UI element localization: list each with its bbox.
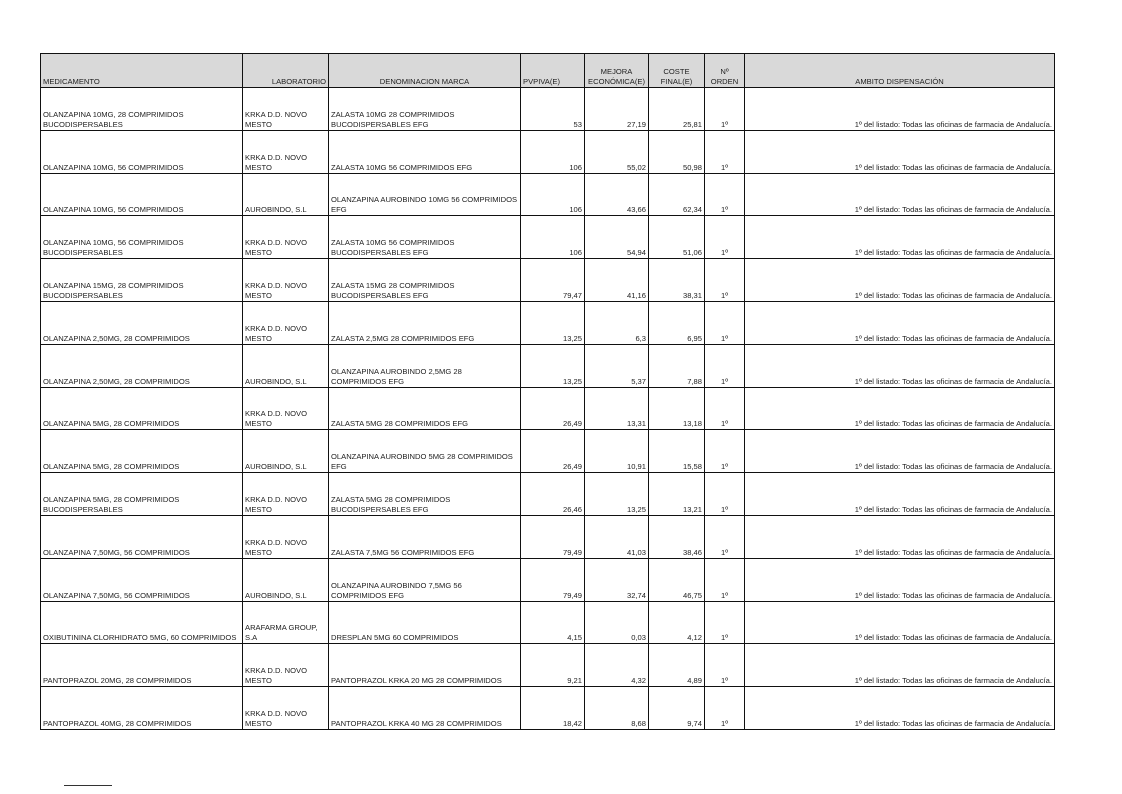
cell-denominacion-marca	[329, 601, 521, 644]
cell-ambito-dispensacion	[745, 130, 1055, 173]
cell-mejora-economica	[585, 644, 649, 687]
cell-denominacion-marca	[329, 515, 521, 558]
cell-pvpiva-text: 79,47	[562, 290, 582, 300]
table-row	[41, 259, 1055, 302]
cell-mejora-economica	[585, 216, 649, 259]
cell-pvpiva	[521, 216, 585, 259]
cell-coste-final	[649, 387, 705, 430]
cell-pvpiva-text: 18,42	[562, 718, 582, 728]
cell-laboratorio-text: KRKA D.D. NOVO MESTO	[245, 494, 308, 514]
cell-laboratorio-text: KRKA D.D. NOVO MESTO	[245, 409, 308, 429]
cell-mejora-economica	[585, 430, 649, 473]
cell-coste-final-text: 9,74	[687, 718, 702, 728]
cell-laboratorio	[243, 216, 329, 259]
cell-mejora-economica-text: 13,31	[626, 419, 646, 429]
cell-medicamento	[41, 601, 243, 644]
cell-ambito-dispensacion-text: 1º del listado: Todas las oficinas de farmacia de Andalucía.	[854, 504, 1052, 514]
table-row	[41, 216, 1055, 259]
header-ambito-dispensacion: AMBITO DISPENSACIÓN	[745, 54, 1055, 88]
cell-numero-orden	[705, 216, 745, 259]
cell-denominacion-marca-text: ZALASTA 5MG 28 COMPRIMIDOS BUCODISPERSABLES EFG	[331, 494, 451, 514]
cell-ambito-dispensacion-text: 1º del listado: Todas las oficinas de farmacia de Andalucía.	[854, 462, 1052, 472]
cell-coste-final-text: 25,81	[682, 119, 702, 129]
cell-laboratorio-text: AUROBINDO, S.L	[245, 205, 307, 215]
cell-mejora-economica-text: 55,02	[626, 162, 646, 172]
cell-ambito-dispensacion	[745, 88, 1055, 131]
cell-denominacion-marca	[329, 130, 521, 173]
cell-ambito-dispensacion-text: 1º del listado: Todas las oficinas de farmacia de Andalucía.	[854, 333, 1052, 343]
medicine-price-table	[40, 53, 1055, 730]
cell-medicamento-text: OLANZAPINA 10MG, 28 COMPRIMIDOS BUCODISPERSABLES	[43, 109, 184, 129]
cell-laboratorio-text: KRKA D.D. NOVO MESTO	[245, 323, 308, 343]
cell-denominacion-marca-text: ZALASTA 10MG 56 COMPRIMIDOS EFG	[331, 162, 473, 172]
cell-numero-orden	[705, 430, 745, 473]
table-row	[41, 601, 1055, 644]
cell-mejora-economica-text: 6,3	[635, 333, 646, 343]
cell-mejora-economica-text: 4,32	[631, 676, 646, 686]
header-denominacion-marca: DENOMINACION MARCA	[329, 54, 521, 88]
table-row	[41, 387, 1055, 430]
cell-coste-final-text: 51,06	[682, 248, 702, 258]
cell-numero-orden	[705, 558, 745, 601]
header-mejora-economica: MEJORA ECONÓMICA(E)	[585, 54, 649, 88]
cell-coste-final	[649, 344, 705, 387]
cell-numero-orden-text: 1º	[721, 547, 728, 557]
cell-denominacion-marca	[329, 558, 521, 601]
cell-ambito-dispensacion-text: 1º del listado: Todas las oficinas de farmacia de Andalucía.	[854, 718, 1052, 728]
cell-pvpiva	[521, 344, 585, 387]
table-row	[41, 130, 1055, 173]
cell-numero-orden-text: 1º	[721, 290, 728, 300]
cell-medicamento	[41, 173, 243, 216]
cell-numero-orden	[705, 601, 745, 644]
cell-numero-orden-text: 1º	[721, 718, 728, 728]
cell-denominacion-marca	[329, 473, 521, 516]
cell-medicamento-text: OLANZAPINA 5MG, 28 COMPRIMIDOS	[43, 419, 180, 429]
cell-mejora-economica	[585, 88, 649, 131]
cell-medicamento	[41, 216, 243, 259]
cell-ambito-dispensacion	[745, 601, 1055, 644]
cell-coste-final-text: 15,58	[682, 462, 702, 472]
cell-ambito-dispensacion	[745, 344, 1055, 387]
cell-ambito-dispensacion	[745, 515, 1055, 558]
table-row	[41, 473, 1055, 516]
cell-coste-final	[649, 644, 705, 687]
cell-laboratorio-text: KRKA D.D. NOVO MESTO	[245, 666, 308, 686]
cell-mejora-economica	[585, 173, 649, 216]
cell-coste-final	[649, 173, 705, 216]
cell-pvpiva	[521, 558, 585, 601]
cell-mejora-economica	[585, 515, 649, 558]
cell-pvpiva	[521, 430, 585, 473]
table-row	[41, 344, 1055, 387]
header-medicamento: MEDICAMENTO	[41, 54, 243, 88]
cell-pvpiva-text: 26,49	[562, 419, 582, 429]
cell-mejora-economica-text: 8,68	[631, 718, 646, 728]
cell-coste-final	[649, 301, 705, 344]
cell-laboratorio	[243, 387, 329, 430]
cell-denominacion-marca	[329, 344, 521, 387]
cell-mejora-economica-text: 43,66	[626, 205, 646, 215]
cell-numero-orden	[705, 687, 745, 730]
cell-mejora-economica	[585, 558, 649, 601]
cell-coste-final	[649, 515, 705, 558]
cell-medicamento	[41, 687, 243, 730]
cell-laboratorio-text: ARAFARMA GROUP, S.A	[245, 623, 318, 643]
cell-laboratorio-text: KRKA D.D. NOVO MESTO	[245, 280, 308, 300]
cell-laboratorio	[243, 644, 329, 687]
cell-medicamento	[41, 644, 243, 687]
cell-numero-orden	[705, 387, 745, 430]
cell-mejora-economica-text: 10,91	[626, 462, 646, 472]
cell-denominacion-marca-text: ZALASTA 5MG 28 COMPRIMIDOS EFG	[331, 419, 468, 429]
table-row	[41, 687, 1055, 730]
cell-mejora-economica	[585, 601, 649, 644]
cell-denominacion-marca	[329, 387, 521, 430]
cell-laboratorio	[243, 344, 329, 387]
cell-laboratorio-text: AUROBINDO, S.L	[245, 376, 307, 386]
cell-coste-final-text: 38,31	[682, 290, 702, 300]
cell-denominacion-marca-text: OLANZAPINA AUROBINDO 5MG 28 COMPRIMIDOS EFG	[331, 452, 513, 472]
cell-mejora-economica	[585, 301, 649, 344]
cell-ambito-dispensacion-text: 1º del listado: Todas las oficinas de farmacia de Andalucía.	[854, 590, 1052, 600]
cell-mejora-economica-text: 54,94	[626, 248, 646, 258]
cell-pvpiva-text: 79,49	[562, 547, 582, 557]
cell-mejora-economica	[585, 259, 649, 302]
cell-laboratorio-text: AUROBINDO, S.L	[245, 590, 307, 600]
cell-coste-final	[649, 430, 705, 473]
cell-denominacion-marca-text: ZALASTA 15MG 28 COMPRIMIDOS BUCODISPERSABLES EFG	[331, 280, 455, 300]
cell-numero-orden	[705, 473, 745, 516]
cell-laboratorio-text: KRKA D.D. NOVO MESTO	[245, 708, 308, 728]
cell-medicamento-text: PANTOPRAZOL 40MG, 28 COMPRIMIDOS	[43, 718, 192, 728]
cell-denominacion-marca-text: PANTOPRAZOL KRKA 20 MG 28 COMPRIMIDOS	[331, 676, 502, 686]
cell-numero-orden	[705, 130, 745, 173]
cell-mejora-economica-text: 32,74	[626, 590, 646, 600]
cell-laboratorio	[243, 430, 329, 473]
cell-numero-orden	[705, 344, 745, 387]
cell-medicamento-text: PANTOPRAZOL 20MG, 28 COMPRIMIDOS	[43, 676, 192, 686]
cell-medicamento	[41, 301, 243, 344]
cell-medicamento-text: OLANZAPINA 2,50MG, 28 COMPRIMIDOS	[43, 333, 190, 343]
cell-numero-orden	[705, 173, 745, 216]
cell-medicamento-text: OLANZAPINA 10MG, 56 COMPRIMIDOS	[43, 162, 184, 172]
cell-numero-orden-text: 1º	[721, 676, 728, 686]
cell-medicamento-text: OXIBUTININA CLORHIDRATO 5MG, 60 COMPRIMIDOS	[43, 633, 237, 643]
cell-pvpiva	[521, 88, 585, 131]
cell-pvpiva-text: 13,25	[562, 376, 582, 386]
cell-mejora-economica-text: 41,16	[626, 290, 646, 300]
header-laboratorio: LABORATORIO	[243, 54, 329, 88]
cell-medicamento	[41, 430, 243, 473]
cell-ambito-dispensacion-text: 1º del listado: Todas las oficinas de farmacia de Andalucía.	[854, 248, 1052, 258]
cell-pvpiva-text: 13,25	[562, 333, 582, 343]
cell-denominacion-marca	[329, 216, 521, 259]
cell-denominacion-marca	[329, 301, 521, 344]
cell-ambito-dispensacion	[745, 216, 1055, 259]
cell-pvpiva	[521, 173, 585, 216]
cell-denominacion-marca	[329, 173, 521, 216]
cell-coste-final-text: 4,89	[687, 676, 702, 686]
cell-denominacion-marca	[329, 430, 521, 473]
cell-laboratorio	[243, 173, 329, 216]
cell-pvpiva-text: 79,49	[562, 590, 582, 600]
cell-numero-orden	[705, 515, 745, 558]
cell-coste-final-text: 46,75	[682, 590, 702, 600]
cell-coste-final-text: 6,95	[687, 333, 702, 343]
cell-denominacion-marca-text: ZALASTA 7,5MG 56 COMPRIMIDOS EFG	[331, 547, 475, 557]
cell-ambito-dispensacion-text: 1º del listado: Todas las oficinas de farmacia de Andalucía.	[854, 419, 1052, 429]
cell-coste-final	[649, 130, 705, 173]
cell-medicamento	[41, 344, 243, 387]
cell-pvpiva	[521, 259, 585, 302]
cell-numero-orden-text: 1º	[721, 248, 728, 258]
cell-denominacion-marca	[329, 259, 521, 302]
cell-coste-final	[649, 601, 705, 644]
cell-ambito-dispensacion-text: 1º del listado: Todas las oficinas de farmacia de Andalucía.	[854, 676, 1052, 686]
cell-coste-final-text: 4,12	[687, 633, 702, 643]
cell-coste-final	[649, 88, 705, 131]
cell-pvpiva	[521, 644, 585, 687]
cell-coste-final	[649, 259, 705, 302]
cell-medicamento-text: OLANZAPINA 2,50MG, 28 COMPRIMIDOS	[43, 376, 190, 386]
cell-coste-final-text: 7,88	[687, 376, 702, 386]
cell-denominacion-marca-text: DRESPLAN 5MG 60 COMPRIMIDOS	[331, 633, 459, 643]
cell-pvpiva-text: 53	[573, 119, 582, 129]
cell-laboratorio	[243, 687, 329, 730]
cell-numero-orden-text: 1º	[721, 633, 728, 643]
cell-ambito-dispensacion	[745, 173, 1055, 216]
cell-medicamento-text: OLANZAPINA 5MG, 28 COMPRIMIDOS	[43, 462, 180, 472]
cell-numero-orden-text: 1º	[721, 119, 728, 129]
cell-laboratorio	[243, 601, 329, 644]
cell-numero-orden-text: 1º	[721, 162, 728, 172]
table-row	[41, 173, 1055, 216]
cell-mejora-economica	[585, 473, 649, 516]
cell-ambito-dispensacion-text: 1º del listado: Todas las oficinas de farmacia de Andalucía.	[854, 205, 1052, 215]
cell-coste-final-text: 13,21	[682, 504, 702, 514]
cell-laboratorio-text: KRKA D.D. NOVO MESTO	[245, 109, 308, 129]
cell-numero-orden-text: 1º	[721, 333, 728, 343]
cell-ambito-dispensacion-text: 1º del listado: Todas las oficinas de farmacia de Andalucía.	[854, 547, 1052, 557]
cell-numero-orden-text: 1º	[721, 205, 728, 215]
cell-ambito-dispensacion	[745, 387, 1055, 430]
cell-ambito-dispensacion-text: 1º del listado: Todas las oficinas de farmacia de Andalucía.	[854, 162, 1052, 172]
cell-medicamento	[41, 387, 243, 430]
cell-pvpiva	[521, 687, 585, 730]
cell-denominacion-marca-text: OLANZAPINA AUROBINDO 10MG 56 COMPRIMIDOS EFG	[331, 195, 518, 215]
cell-denominacion-marca-text: ZALASTA 2,5MG 28 COMPRIMIDOS EFG	[331, 333, 475, 343]
cell-ambito-dispensacion	[745, 644, 1055, 687]
cell-laboratorio-text: AUROBINDO, S.L	[245, 462, 307, 472]
cell-pvpiva-text: 106	[569, 248, 582, 258]
cell-laboratorio	[243, 515, 329, 558]
cell-laboratorio	[243, 473, 329, 516]
cell-denominacion-marca	[329, 687, 521, 730]
cell-coste-final-text: 38,46	[682, 547, 702, 557]
cell-denominacion-marca-text: ZALASTA 10MG 56 COMPRIMIDOS BUCODISPERSABLES EFG	[331, 238, 455, 258]
cell-pvpiva	[521, 130, 585, 173]
cell-denominacion-marca-text: OLANZAPINA AUROBINDO 7,5MG 56 COMPRIMIDOS EFG	[331, 580, 462, 600]
cell-medicamento	[41, 558, 243, 601]
cell-medicamento-text: OLANZAPINA 15MG, 28 COMPRIMIDOS BUCODISPERSABLES	[43, 280, 184, 300]
cell-denominacion-marca-text: ZALASTA 10MG 28 COMPRIMIDOS BUCODISPERSABLES EFG	[331, 109, 455, 129]
cell-medicamento	[41, 88, 243, 131]
cell-pvpiva	[521, 473, 585, 516]
cell-pvpiva-text: 106	[569, 162, 582, 172]
header-coste-final: COSTE FINAL(E)	[649, 54, 705, 88]
cell-ambito-dispensacion	[745, 473, 1055, 516]
cell-numero-orden	[705, 301, 745, 344]
cell-mejora-economica	[585, 344, 649, 387]
cell-coste-final	[649, 687, 705, 730]
cell-numero-orden	[705, 259, 745, 302]
cell-medicamento-text: OLANZAPINA 10MG, 56 COMPRIMIDOS	[43, 205, 184, 215]
cell-denominacion-marca	[329, 644, 521, 687]
cell-ambito-dispensacion	[745, 687, 1055, 730]
cell-pvpiva-text: 26,49	[562, 462, 582, 472]
cell-medicamento-text: OLANZAPINA 10MG, 56 COMPRIMIDOS BUCODISPERSABLES	[43, 238, 184, 258]
cell-ambito-dispensacion-text: 1º del listado: Todas las oficinas de farmacia de Andalucía.	[854, 119, 1052, 129]
cell-laboratorio	[243, 130, 329, 173]
cell-mejora-economica-text: 13,25	[626, 504, 646, 514]
cell-mejora-economica-text: 0,03	[631, 633, 646, 643]
cell-laboratorio	[243, 301, 329, 344]
cell-pvpiva-text: 26,46	[562, 504, 582, 514]
cell-medicamento-text: OLANZAPINA 7,50MG, 56 COMPRIMIDOS	[43, 590, 190, 600]
cell-medicamento-text: OLANZAPINA 5MG, 28 COMPRIMIDOS BUCODISPERSABLES	[43, 494, 180, 514]
cell-mejora-economica-text: 5,37	[631, 376, 646, 386]
cell-mejora-economica	[585, 130, 649, 173]
cell-coste-final-text: 13,18	[682, 419, 702, 429]
cell-numero-orden-text: 1º	[721, 462, 728, 472]
cell-ambito-dispensacion	[745, 430, 1055, 473]
cell-denominacion-marca-text: PANTOPRAZOL KRKA 40 MG 28 COMPRIMIDOS	[331, 718, 502, 728]
cell-pvpiva	[521, 301, 585, 344]
cell-numero-orden-text: 1º	[721, 419, 728, 429]
cell-coste-final-text: 62,34	[682, 205, 702, 215]
cell-laboratorio-text: KRKA D.D. NOVO MESTO	[245, 537, 308, 557]
cell-coste-final-text: 50,98	[682, 162, 702, 172]
cell-medicamento	[41, 130, 243, 173]
cell-numero-orden-text: 1º	[721, 504, 728, 514]
cell-denominacion-marca	[329, 88, 521, 131]
table-row	[41, 430, 1055, 473]
cell-mejora-economica-text: 27,19	[626, 119, 646, 129]
header-row	[41, 54, 1055, 88]
cell-coste-final	[649, 558, 705, 601]
cell-medicamento-text: OLANZAPINA 7,50MG, 56 COMPRIMIDOS	[43, 547, 190, 557]
cell-mejora-economica	[585, 687, 649, 730]
cell-ambito-dispensacion-text: 1º del listado: Todas las oficinas de farmacia de Andalucía.	[854, 633, 1052, 643]
cell-laboratorio-text: KRKA D.D. NOVO MESTO	[245, 152, 308, 172]
cell-pvpiva	[521, 515, 585, 558]
cell-mejora-economica	[585, 387, 649, 430]
cell-numero-orden	[705, 88, 745, 131]
header-numero-orden: Nº ORDEN	[705, 54, 745, 88]
cell-numero-orden-text: 1º	[721, 590, 728, 600]
cell-coste-final	[649, 216, 705, 259]
table-row	[41, 301, 1055, 344]
cell-laboratorio	[243, 558, 329, 601]
cell-ambito-dispensacion	[745, 259, 1055, 302]
cell-pvpiva-text: 106	[569, 205, 582, 215]
footnote-rule	[64, 785, 112, 786]
cell-medicamento	[41, 259, 243, 302]
cell-ambito-dispensacion	[745, 301, 1055, 344]
table-row	[41, 88, 1055, 131]
table-row	[41, 515, 1055, 558]
cell-pvpiva	[521, 387, 585, 430]
cell-ambito-dispensacion	[745, 558, 1055, 601]
cell-pvpiva-text: 4,15	[567, 633, 582, 643]
cell-medicamento	[41, 515, 243, 558]
cell-pvpiva-text: 9,21	[567, 676, 582, 686]
cell-laboratorio	[243, 259, 329, 302]
cell-denominacion-marca-text: OLANZAPINA AUROBINDO 2,5MG 28 COMPRIMIDOS EFG	[331, 366, 462, 386]
cell-pvpiva	[521, 601, 585, 644]
header-pvpiva: PVPIVA(E)	[521, 54, 585, 88]
cell-laboratorio-text: KRKA D.D. NOVO MESTO	[245, 238, 308, 258]
table-row	[41, 644, 1055, 687]
cell-numero-orden	[705, 644, 745, 687]
cell-medicamento	[41, 473, 243, 516]
cell-numero-orden-text: 1º	[721, 376, 728, 386]
cell-ambito-dispensacion-text: 1º del listado: Todas las oficinas de farmacia de Andalucía.	[854, 376, 1052, 386]
cell-ambito-dispensacion-text: 1º del listado: Todas las oficinas de farmacia de Andalucía.	[854, 290, 1052, 300]
cell-mejora-economica-text: 41,03	[626, 547, 646, 557]
cell-coste-final	[649, 473, 705, 516]
table-row	[41, 558, 1055, 601]
cell-laboratorio	[243, 88, 329, 131]
